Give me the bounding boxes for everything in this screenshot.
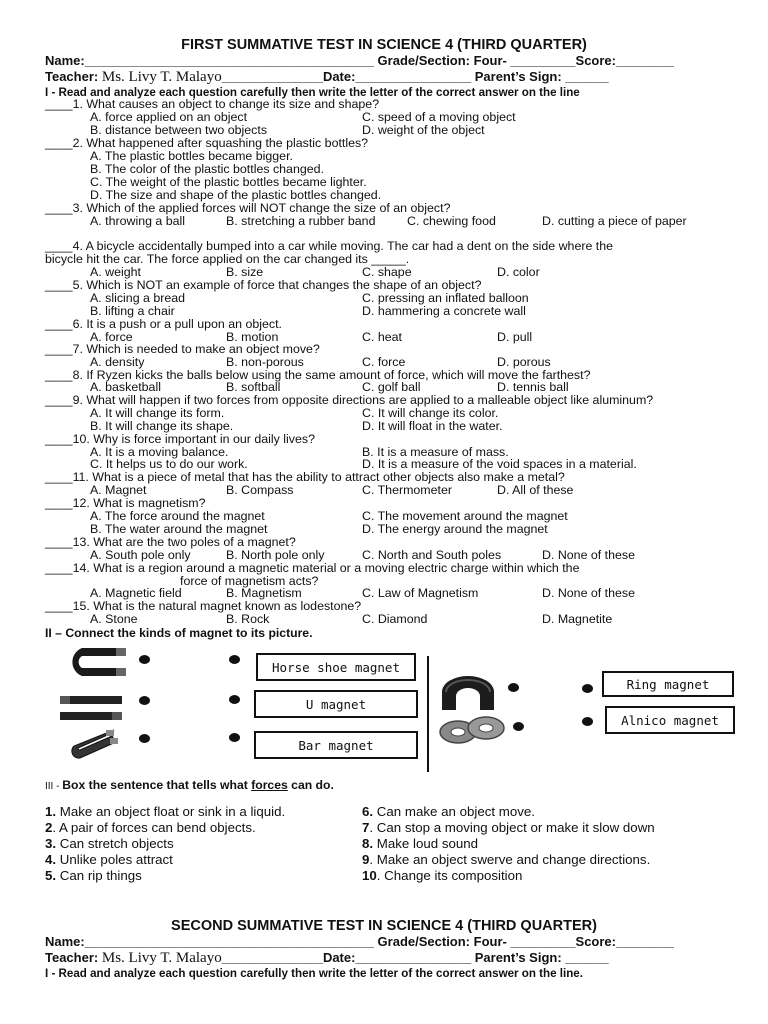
match-dot-picture-2[interactable]	[139, 696, 150, 705]
q10-option-c: C. It helps us to do our work.	[90, 457, 248, 471]
part3-item-1[interactable]	[45, 805, 285, 818]
q6-option-c: C. heat	[362, 330, 402, 344]
svg-text:N: N	[64, 651, 69, 657]
item-text: Can rip things	[56, 868, 142, 883]
q6-option-a: A. force	[90, 330, 133, 344]
q13-option-c: C. North and South poles	[362, 548, 502, 562]
teacher-row-rest: ______________Date:________________ Parent’s Sign: ______	[221, 69, 609, 84]
question-13: ____13. What are the two poles of a magnet?	[45, 535, 296, 549]
question-8: ____8. If Ryzen kicks the balls below using the same amount of force, which will move the farthest?	[45, 368, 591, 382]
q2-option-c: C. The weight of the plastic bottles became lighter.	[90, 175, 367, 189]
q5-option-a: A. slicing a bread	[90, 291, 186, 305]
q14-option-b: B. Magnetism	[226, 586, 302, 600]
item-number: 6.	[362, 804, 374, 819]
item-number: 9	[362, 852, 370, 867]
q2-option-b: B. The color of the plastic bottles changed.	[90, 162, 324, 176]
q3-option-c: C. chewing food	[407, 214, 496, 228]
test2-teacher-row	[45, 951, 609, 965]
item-text: Unlike poles attract	[56, 852, 173, 867]
q15-option-c: C. Diamond	[362, 612, 428, 626]
match-dot-picture-1[interactable]	[139, 655, 150, 664]
part3-instruction-a: Box the sentence that tells what	[62, 778, 252, 792]
question-6: ____6. It is a push or a pull upon an object.	[45, 317, 282, 331]
item-text: Make loud sound	[373, 836, 479, 851]
q7-option-d: D. porous	[497, 355, 551, 369]
item-number: 8.	[362, 836, 374, 851]
test2-name-row: Name:________________________________________ Grade/Section: Four- _________Score:________	[45, 934, 674, 949]
match-dot-picture-4[interactable]	[508, 683, 519, 692]
q4-option-d: D. color	[497, 265, 540, 279]
q3-option-b: B. stretching a rubber band	[226, 214, 376, 228]
q15-option-b: B. Rock	[226, 612, 270, 626]
item-number: 2	[45, 820, 53, 835]
q1-option-c: C. speed of a moving object	[362, 110, 516, 124]
teacher-label: Teacher:	[45, 950, 99, 965]
q7-option-b: B. non-porous	[226, 355, 304, 369]
q4-option-a: A. weight	[90, 265, 141, 279]
q1-option-a: A. force applied on an object	[90, 110, 248, 124]
q12-option-d: D. The energy around the magnet	[362, 522, 548, 536]
q11-option-c: C. Thermometer	[362, 483, 452, 497]
label-box-horseshoe-magnet: Horse shoe magnet	[256, 653, 416, 681]
q5-option-d: D. hammering a concrete wall	[362, 304, 526, 318]
label-box-bar-magnet: Bar magnet	[254, 731, 418, 759]
question-7: ____7. Which is needed to make an object move?	[45, 342, 320, 356]
q8-option-d: D. tennis ball	[497, 380, 569, 394]
q12-option-c: C. The movement around the magnet	[362, 509, 568, 523]
q5-option-c: C. pressing an inflated balloon	[362, 291, 529, 305]
teacher-label: Teacher:	[45, 69, 99, 84]
item-text: Can make an object move.	[373, 804, 535, 819]
item-text: . Can stop a moving object or make it slow down	[369, 820, 655, 835]
q13-option-a: A. South pole only	[90, 548, 191, 562]
part3-item-7[interactable]	[362, 821, 655, 834]
q8-option-b: B. softball	[226, 380, 281, 394]
match-dot-label-1[interactable]	[229, 655, 240, 664]
q14-option-d: D. None of these	[542, 586, 635, 600]
test2-part1-instruction: I - Read and analyze each question carefully then write the letter of the correct answer on the line.	[45, 967, 583, 980]
q11-option-b: B. Compass	[226, 483, 294, 497]
q4-option-b: B. size	[226, 265, 264, 279]
question-9: ____9. What will happen if two forces from opposite directions are applied to a malleable object like aluminum?	[45, 393, 654, 407]
ring-magnets-picture	[438, 714, 508, 748]
q10-option-d: D. It is a measure of the void spaces in a material.	[362, 457, 637, 471]
label-box-ring-magnet: Ring magnet	[602, 671, 734, 697]
test1-name-row: Name:________________________________________ Grade/Section: Four- _________Score:________	[45, 53, 674, 68]
q6-option-b: B. motion	[226, 330, 279, 344]
q10-option-b: B. It is a measure of mass.	[362, 445, 509, 459]
item-text: . A pair of forces can bend objects.	[52, 820, 256, 835]
item-number: 4.	[45, 852, 57, 867]
item-number: 5.	[45, 868, 57, 883]
q6-option-d: D. pull	[497, 330, 533, 344]
item-text: . Change its composition	[376, 868, 523, 883]
q8-option-c: C. golf ball	[362, 380, 421, 394]
teacher-name: Ms. Livy T. Malayo	[101, 69, 222, 85]
item-number: 1.	[45, 804, 57, 819]
part3-instruction-c: can do.	[287, 778, 334, 792]
teacher-row-rest: ______________Date:________________ Parent’s Sign: ______	[221, 950, 609, 965]
part3-item-4[interactable]	[45, 853, 173, 866]
q13-option-b: B. North pole only	[226, 548, 325, 562]
part3-prefix: III -	[45, 781, 63, 792]
part2-instruction: II – Connect the kinds of magnet to its picture.	[45, 626, 313, 640]
alnico-magnet-picture	[438, 676, 498, 712]
item-number: 7	[362, 820, 370, 835]
question-4: ____4. A bicycle accidentally bumped into a car while moving. The car had a dent on the side where the	[45, 239, 614, 253]
item-text: Make an object float or sink in a liquid.	[56, 804, 286, 819]
q11-option-a: A. Magnet	[90, 483, 147, 497]
question-12: ____12. What is magnetism?	[45, 496, 206, 510]
q3-option-a: A. throwing a ball	[90, 214, 186, 228]
q7-option-c: C. force	[362, 355, 406, 369]
part1-instruction: I - Read and analyze each question carefully then write the letter of the correct answer on the line	[45, 86, 580, 99]
q9-option-d: D. It will float in the water.	[362, 419, 503, 433]
part3-item-3[interactable]	[45, 837, 174, 850]
q15-option-a: A. Stone	[90, 612, 138, 626]
q2-option-a: A. The plastic bottles became bigger.	[90, 149, 293, 163]
question-11: ____11. What is a piece of metal that has the ability to attract other objects also make a metal?	[45, 470, 565, 484]
test1-title: FIRST SUMMATIVE TEST IN SCIENCE 4 (THIRD QUARTER)	[181, 37, 587, 53]
label-box-alnico-magnet: Alnico magnet	[605, 706, 735, 734]
q10-option-a: A. It is a moving balance.	[90, 445, 229, 459]
item-text: Can stretch objects	[56, 836, 174, 851]
q14-option-a: A. Magnetic field	[90, 586, 182, 600]
question-5: ____5. Which is NOT an example of force that changes the shape of an object?	[45, 278, 482, 292]
question-15: ____15. What is the natural magnet known as lodestone?	[45, 599, 362, 613]
question-2: ____2. What happened after squashing the plastic bottles?	[45, 136, 369, 150]
q9-option-b: B. It will change its shape.	[90, 419, 234, 433]
test1-teacher-row	[45, 70, 609, 84]
question-3: ____3. Which of the applied forces will NOT change the size of an object?	[45, 201, 451, 215]
part3-item-2[interactable]	[45, 821, 256, 834]
q15-option-d: D. Magnetite	[542, 612, 613, 626]
q7-option-a: A. density	[90, 355, 145, 369]
match-dot-label-4[interactable]	[582, 684, 593, 693]
test2-title: SECOND SUMMATIVE TEST IN SCIENCE 4 (THIRD QUARTER)	[171, 918, 597, 934]
part3-item-10[interactable]	[362, 869, 522, 882]
part3-item-9[interactable]	[362, 853, 650, 866]
match-dot-label-5[interactable]	[582, 717, 593, 726]
q9-option-a: A. It will change its form.	[90, 406, 225, 420]
match-dot-picture-3[interactable]	[139, 734, 150, 743]
match-dot-picture-5[interactable]	[513, 722, 524, 731]
item-text: . Make an object swerve and change directions.	[369, 852, 651, 867]
q8-option-a: A. basketball	[90, 380, 161, 394]
horseshoe-magnet-picture	[60, 644, 128, 678]
label-box-u-magnet: U magnet	[254, 690, 418, 718]
question-14-cont: force of magnetism acts?	[180, 574, 319, 588]
question-1: ____1. What causes an object to change its size and shape?	[45, 97, 380, 111]
q4-option-c: C. shape	[362, 265, 412, 279]
match-dot-label-3[interactable]	[229, 733, 240, 742]
q5-option-b: B. lifting a chair	[90, 304, 175, 318]
q14-option-c: C. Law of Magnetism	[362, 586, 479, 600]
bar-magnets-picture	[58, 694, 126, 724]
question-4-cont: bicycle hit the car. The force applied on the car changed its _____.	[45, 252, 410, 266]
divider-line	[427, 656, 429, 772]
q12-option-b: B. The water around the magnet	[90, 522, 268, 536]
item-number: 10	[362, 868, 377, 883]
question-14: ____14. What is a region around a magnetic material or a moving electric charge within which the	[45, 561, 580, 575]
q11-option-d: D. All of these	[497, 483, 574, 497]
teacher-name: Ms. Livy T. Malayo	[101, 950, 222, 966]
q1-option-b: B. distance between two objects	[90, 123, 268, 137]
part3-item-6[interactable]	[362, 805, 535, 818]
u-magnet-picture	[58, 728, 118, 760]
part3-item-5[interactable]	[45, 869, 142, 882]
question-10: ____10. Why is force important in our daily lives?	[45, 432, 315, 446]
q13-option-d: D. None of these	[542, 548, 635, 562]
part3-instruction	[45, 779, 334, 793]
q1-option-d: D. weight of the object	[362, 123, 485, 137]
part3-instruction-forces: forces	[251, 778, 288, 792]
q3-option-d: D. cutting a piece of paper	[542, 214, 687, 228]
part3-item-8[interactable]	[362, 837, 478, 850]
match-dot-label-2[interactable]	[229, 695, 240, 704]
q9-option-c: C. It will change its color.	[362, 406, 499, 420]
item-number: 3.	[45, 836, 57, 851]
q2-option-d: D. The size and shape of the plastic bottles changed.	[90, 188, 382, 202]
q12-option-a: A. The force around the magnet	[90, 509, 265, 523]
